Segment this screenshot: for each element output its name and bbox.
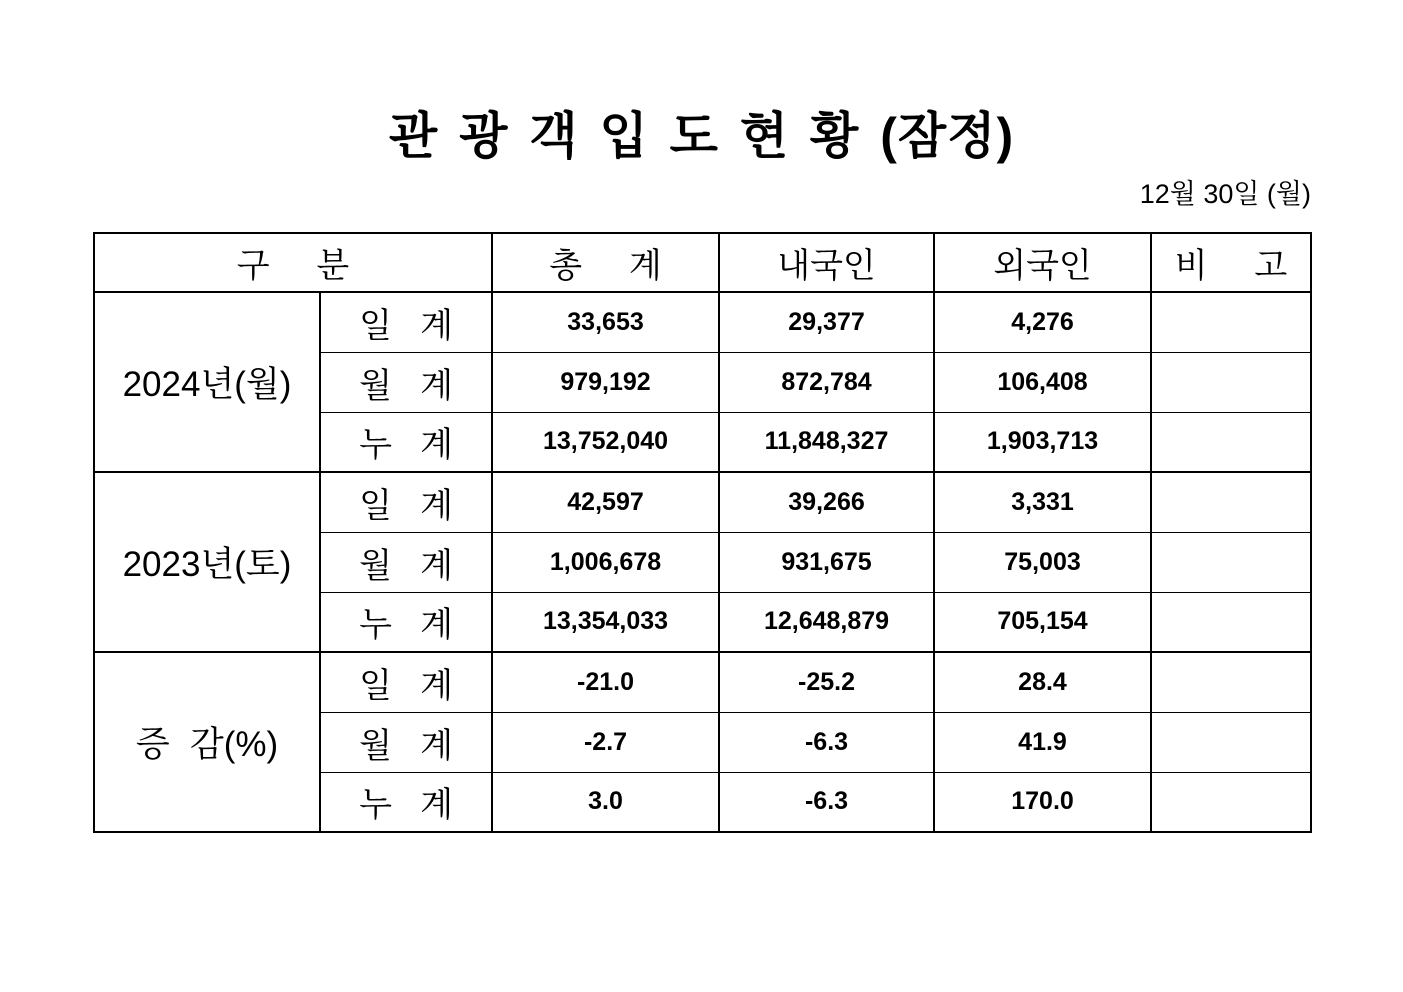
cell-total: 3.0	[492, 772, 719, 832]
cell-domestic: 931,675	[719, 532, 934, 592]
cell-remarks	[1151, 352, 1311, 412]
cell-foreign: 41.9	[934, 712, 1151, 772]
cell-total: 42,597	[492, 472, 719, 532]
cell-total: 33,653	[492, 292, 719, 352]
cell-domestic: -6.3	[719, 712, 934, 772]
col-header-total: 총 계	[492, 233, 719, 292]
col-header-foreign: 외국인	[934, 233, 1151, 292]
cell-remarks	[1151, 652, 1311, 712]
cell-remarks	[1151, 772, 1311, 832]
row-label-daily: 일 계	[320, 292, 492, 352]
cell-foreign: 3,331	[934, 472, 1151, 532]
row-label-monthly: 월 계	[320, 712, 492, 772]
group-label-change-pct: 증 감(%)	[94, 652, 320, 832]
col-header-category: 구 분	[94, 233, 492, 292]
cell-remarks	[1151, 592, 1311, 652]
tourist-arrivals-table	[93, 232, 1312, 833]
cell-remarks	[1151, 472, 1311, 532]
cell-domestic: 872,784	[719, 352, 934, 412]
row-label-daily: 일 계	[320, 652, 492, 712]
row-label-monthly: 월 계	[320, 532, 492, 592]
page-title: 관 광 객 입 도 현 황 (잠정)	[388, 108, 1015, 164]
cell-foreign: 106,408	[934, 352, 1151, 412]
group-label-2023: 2023년(토)	[94, 472, 320, 652]
row-label-cumulative: 누 계	[320, 412, 492, 472]
table-header-row	[94, 233, 1311, 292]
cell-domestic: 29,377	[719, 292, 934, 352]
cell-domestic: 11,848,327	[719, 412, 934, 472]
cell-total: 13,354,033	[492, 592, 719, 652]
cell-total: 1,006,678	[492, 532, 719, 592]
cell-foreign: 705,154	[934, 592, 1151, 652]
cell-remarks	[1151, 412, 1311, 472]
cell-domestic: -6.3	[719, 772, 934, 832]
table-row	[94, 652, 1311, 712]
table-row	[94, 292, 1311, 352]
cell-foreign: 28.4	[934, 652, 1151, 712]
cell-foreign: 75,003	[934, 532, 1151, 592]
cell-total: 13,752,040	[492, 412, 719, 472]
cell-remarks	[1151, 712, 1311, 772]
row-label-daily: 일 계	[320, 472, 492, 532]
cell-foreign: 170.0	[934, 772, 1151, 832]
row-label-cumulative: 누 계	[320, 592, 492, 652]
cell-foreign: 4,276	[934, 292, 1151, 352]
cell-foreign: 1,903,713	[934, 412, 1151, 472]
row-label-cumulative: 누 계	[320, 772, 492, 832]
cell-total: 979,192	[492, 352, 719, 412]
col-header-domestic: 내국인	[719, 233, 934, 292]
cell-remarks	[1151, 292, 1311, 352]
col-header-remarks: 비 고	[1151, 233, 1311, 292]
cell-total: -21.0	[492, 652, 719, 712]
cell-domestic: 12,648,879	[719, 592, 934, 652]
cell-total: -2.7	[492, 712, 719, 772]
group-label-2024: 2024년(월)	[94, 292, 320, 472]
cell-domestic: 39,266	[719, 472, 934, 532]
row-label-monthly: 월 계	[320, 352, 492, 412]
cell-domestic: -25.2	[719, 652, 934, 712]
cell-remarks	[1151, 532, 1311, 592]
table-row	[94, 472, 1311, 532]
report-date: 12월 30일 (월)	[1139, 179, 1311, 209]
